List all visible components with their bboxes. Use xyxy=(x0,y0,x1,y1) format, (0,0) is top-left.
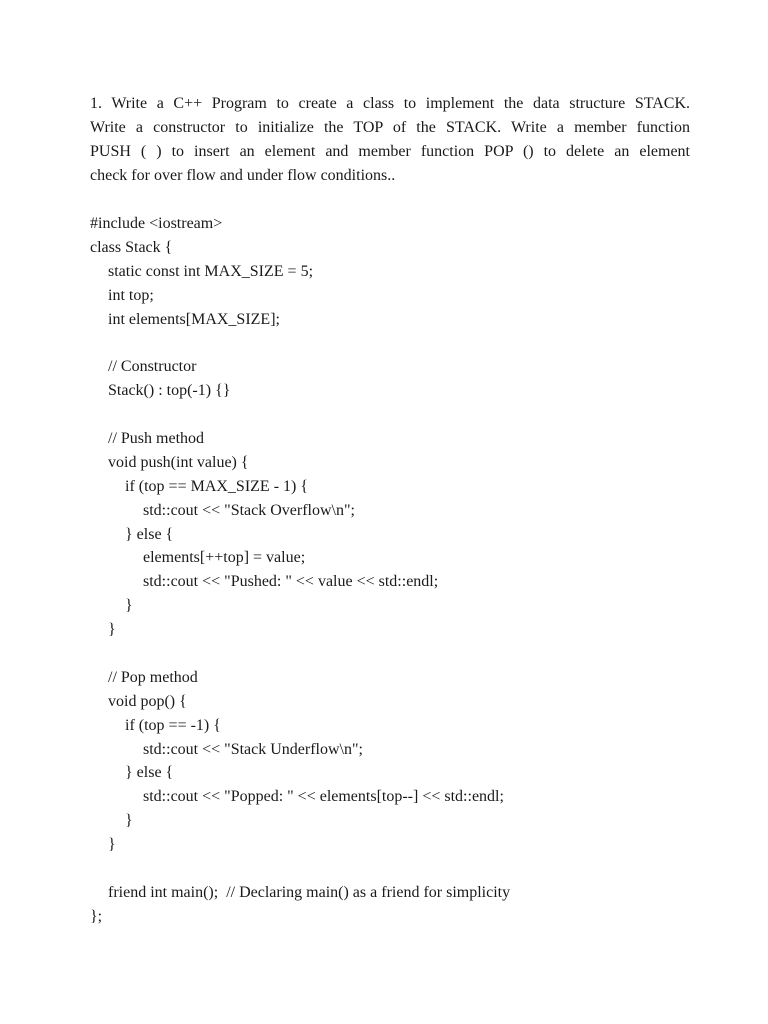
code-line: } xyxy=(108,621,116,639)
question-line: Write a constructor to initialize the TOP of the STACK. Write a member function xyxy=(90,119,690,136)
code-line: int elements[MAX_SIZE]; xyxy=(108,310,280,328)
code-line: int top; xyxy=(108,286,154,304)
code-line: // Constructor xyxy=(108,358,197,376)
code-line: std::cout << "Stack Underflow\n"; xyxy=(143,740,363,758)
question-line: PUSH ( ) to insert an element and member function POP () to delete an element xyxy=(90,143,690,160)
code-line: friend int main(); // Declaring main() as a friend for simplicity xyxy=(108,883,511,901)
code-line: if (top == -1) { xyxy=(125,716,221,734)
question-line: check for over flow and under flow conditions.. xyxy=(90,167,396,184)
code-line: } xyxy=(108,836,116,854)
code-line: } xyxy=(125,597,133,615)
code-line: class Stack { xyxy=(90,238,173,256)
code-line: // Push method xyxy=(108,430,205,448)
code-listing xyxy=(90,212,730,929)
code-line: } xyxy=(125,812,133,830)
code-line: } else { xyxy=(125,764,174,782)
question-paragraph xyxy=(90,92,690,188)
code-line: static const int MAX_SIZE = 5; xyxy=(108,262,314,280)
code-line: } else { xyxy=(125,525,174,543)
code-line: if (top == MAX_SIZE - 1) { xyxy=(125,477,309,495)
code-line: elements[++top] = value; xyxy=(143,549,306,567)
question-line: 1. Write a C++ Program to create a class to implement the data structure STACK. xyxy=(90,95,690,112)
code-blank-line xyxy=(90,331,730,355)
code-line: void pop() { xyxy=(108,692,187,710)
code-line: std::cout << "Stack Overflow\n"; xyxy=(143,501,355,519)
code-line: void push(int value) { xyxy=(108,453,249,471)
code-line: std::cout << "Pushed: " << value << std::endl; xyxy=(143,573,439,591)
code-line: Stack() : top(-1) {} xyxy=(108,382,231,400)
code-blank-line xyxy=(90,403,730,427)
code-line: // Pop method xyxy=(108,668,198,686)
code-line: }; xyxy=(90,907,103,925)
code-line: #include <iostream> xyxy=(90,215,223,232)
code-blank-line xyxy=(90,857,730,881)
code-line: std::cout << "Popped: " << elements[top--] << std::endl; xyxy=(143,788,504,806)
code-blank-line xyxy=(90,642,730,666)
